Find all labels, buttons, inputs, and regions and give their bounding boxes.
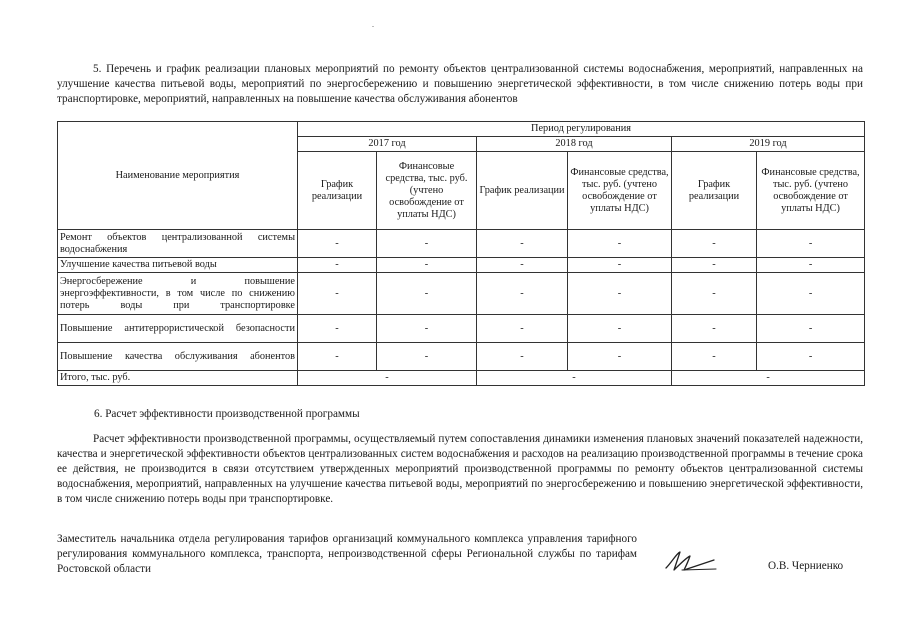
row-activity-name: Улучшение качества питьевой воды — [58, 258, 298, 273]
cell-value: - — [757, 343, 865, 371]
cell-value: - — [377, 258, 477, 273]
cell-value: - — [672, 230, 757, 258]
cell-value: - — [568, 230, 672, 258]
signatory-name: О.В. Черниенко — [768, 560, 844, 572]
header-year-2018: 2018 год — [477, 137, 672, 152]
header-finance-2018: Финансовые средства, тыс. руб. (учтено освобождение от уплаты НДС) — [568, 152, 672, 230]
cell-value: - — [477, 273, 568, 315]
total-label: Итого, тыс. руб. — [58, 371, 298, 386]
signatory-position: Заместитель начальника отдела регулирования тарифов организаций коммунального комплекса управления тарифного регулирования коммунального комплекса, транспорта, непроизводственной сферы Региональной службы по тарифам Ростовской области — [57, 533, 637, 575]
total-2018: - — [477, 371, 672, 386]
cell-value: - — [477, 258, 568, 273]
cell-value: - — [672, 343, 757, 371]
section-5-heading — [57, 62, 863, 107]
cell-value: - — [568, 273, 672, 315]
table-row — [58, 258, 865, 273]
handwritten-signature — [662, 548, 718, 574]
cell-value: - — [377, 343, 477, 371]
header-schedule-2019: График реализации — [672, 152, 757, 230]
table-row — [58, 230, 865, 258]
section-6-title: 6. Расчет эффективности производственной программы — [94, 408, 360, 420]
cell-value: - — [757, 258, 865, 273]
row-activity-name: Повышение антитеррористической безопасности — [58, 315, 298, 343]
cell-value: - — [477, 343, 568, 371]
table-row — [58, 273, 865, 315]
cell-value: - — [377, 230, 477, 258]
cell-value: - — [298, 315, 377, 343]
section-6-body: Расчет эффективности производственной программы, осуществляемый путем сопоставления динамики изменения плановых значений показателей надежности, качества и энергетической эффективности объектов централизованных систем водоснабжения и расходов на реализацию производственной программы в течение срока ее действия, не производится в связи отсутствием утвержденных мероприятий производственной программы по ремонту объектов централизованной системы водоснабжения, мероприятий, направленных на улучшение качества питьевой воды, мероприятий по энергосбережению и повышению энергетической эффективности, в том числе снижению потерь воды при транспортировке. — [57, 433, 863, 505]
cell-value: - — [757, 273, 865, 315]
cell-value: - — [298, 343, 377, 371]
row-activity-name: Повышение качества обслуживания абонентов — [58, 343, 298, 371]
cell-value: - — [377, 273, 477, 315]
cell-value: - — [477, 315, 568, 343]
cell-value: - — [477, 230, 568, 258]
header-year-2019: 2019 год — [672, 137, 865, 152]
header-schedule-2018: График реализации — [477, 152, 568, 230]
plan-table — [57, 121, 865, 386]
total-row — [58, 371, 865, 386]
total-2017: - — [298, 371, 477, 386]
cell-value: - — [568, 258, 672, 273]
table-row — [58, 343, 865, 371]
header-period: Период регулирования — [298, 122, 865, 137]
scan-speck — [372, 26, 374, 27]
cell-value: - — [568, 343, 672, 371]
cell-value: - — [757, 315, 865, 343]
total-2019: - — [672, 371, 865, 386]
header-finance-2019: Финансовые средства, тыс. руб. (учтено освобождение от уплаты НДС) — [757, 152, 865, 230]
row-activity-name: Ремонт объектов централизованной системы водоснабжения — [58, 230, 298, 258]
cell-value: - — [568, 315, 672, 343]
header-year-2017: 2017 год — [298, 137, 477, 152]
row-activity-name: Энергосбережение и повышение энергоэффективности, в том числе по снижению потерь воды при транспортировке — [58, 273, 298, 315]
cell-value: - — [672, 315, 757, 343]
cell-value: - — [298, 273, 377, 315]
header-finance-2017: Финансовые средства, тыс. руб. (учтено освобождение от уплаты НДС) — [377, 152, 477, 230]
cell-value: - — [377, 315, 477, 343]
cell-value: - — [672, 258, 757, 273]
header-schedule-2017: График реализации — [298, 152, 377, 230]
table-row — [58, 315, 865, 343]
cell-value: - — [757, 230, 865, 258]
section-5-title: 5. Перечень и график реализации плановых мероприятий по ремонту объектов централизованной системы водоснабжения, мероприятий, направленных на улучшение качества питьевой воды, мероприятий по энергосбережению и повышению энергетической эффективности, в том числе снижению потерь воды при транспортировке, мероприятий, направленных на повышение качества обслуживания абонентов — [57, 63, 863, 105]
cell-value: - — [672, 273, 757, 315]
header-activity-name: Наименование мероприятия — [58, 122, 298, 230]
cell-value: - — [298, 258, 377, 273]
cell-value: - — [298, 230, 377, 258]
